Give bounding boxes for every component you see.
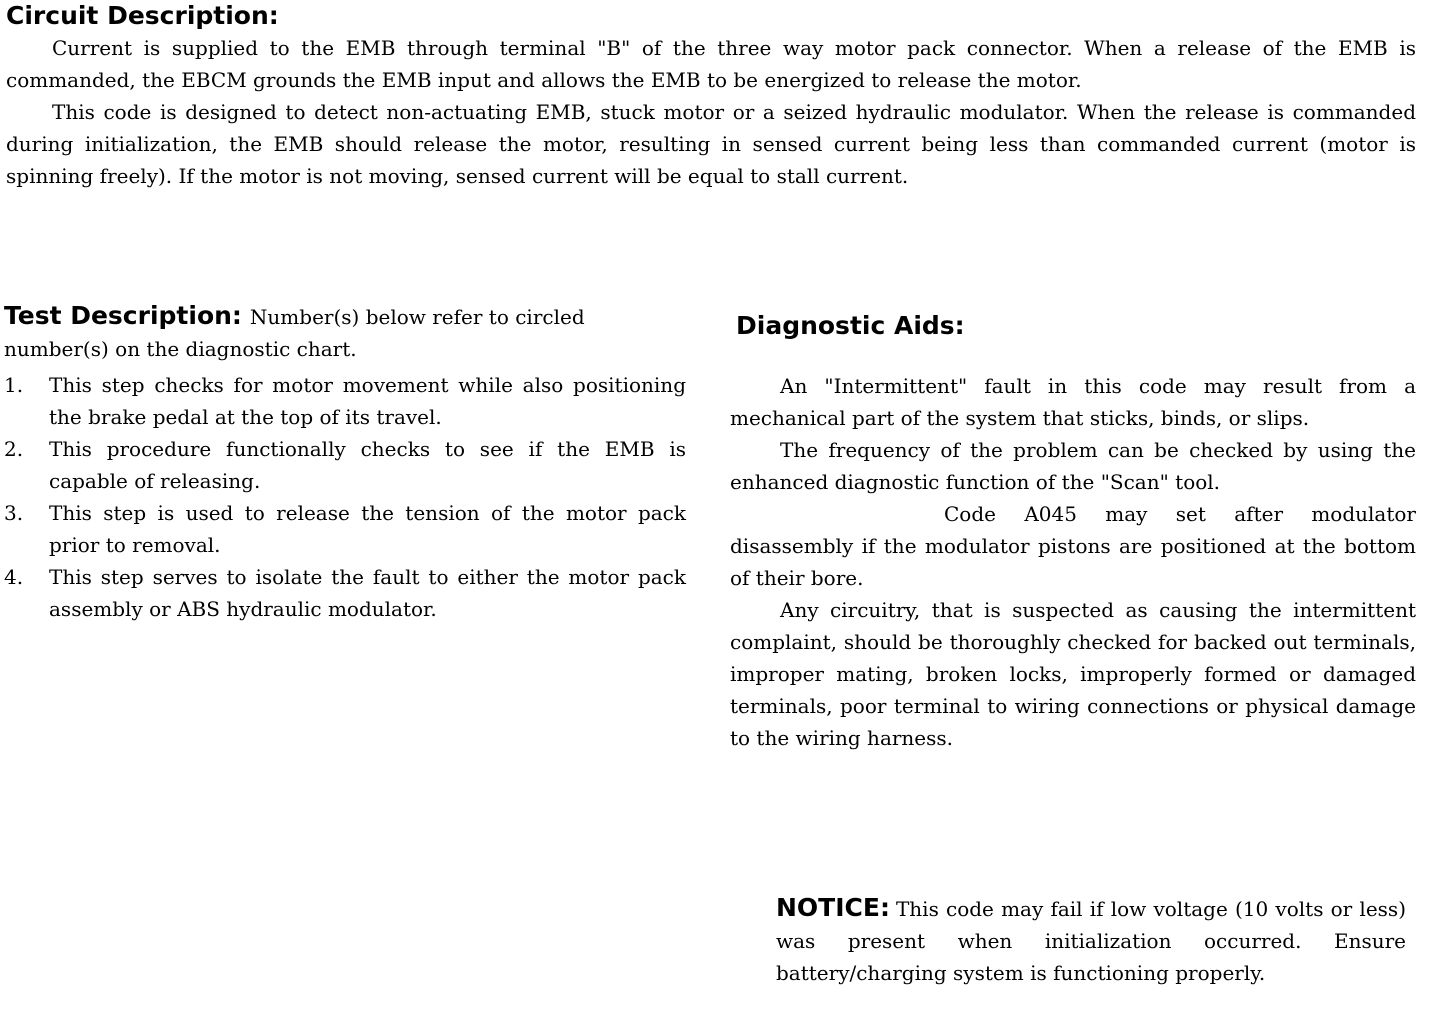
circuit-description-heading: Circuit Description: bbox=[6, 1, 279, 30]
circuit-paragraph-2: This code is designed to detect non-actuating EMB, stuck motor or a seized hydraulic modulator. When the release is commanded during initialization, the EMB should release the motor, resulting in sensed current being less than commanded current (motor is spinning freely). If the motor is not moving, sensed current will be equal to stall current. bbox=[6, 100, 1416, 188]
step-number: 1. bbox=[4, 373, 24, 397]
notice-label: NOTICE: bbox=[776, 893, 890, 922]
test-step-item bbox=[4, 561, 686, 625]
test-steps-list bbox=[4, 369, 686, 625]
step-number: 3. bbox=[4, 501, 24, 525]
test-intro-text: Number(s) below refer to circled number(s) on the diagnostic chart. bbox=[4, 305, 585, 361]
step-number: 4. bbox=[4, 565, 24, 589]
test-step-item bbox=[4, 369, 686, 433]
test-description-section bbox=[4, 300, 686, 625]
circuit-description-section bbox=[6, 0, 1416, 192]
aids-paragraph-2: The frequency of the problem can be checked by using the enhanced diagnostic function of the "Scan" tool. bbox=[730, 438, 1416, 494]
aids-paragraph-3: Code A045 may set after modulator disassembly if the modulator pistons are positioned at the bottom of their bore. bbox=[730, 502, 1416, 590]
test-description-intro bbox=[4, 300, 686, 365]
notice-text: This code may fail if low voltage (10 volts or less) was present when initialization occurred. Ensure battery/charging system is functioning properly. bbox=[776, 897, 1406, 985]
step-text: This step checks for motor movement while also positioning the brake pedal at the top of its travel. bbox=[49, 373, 686, 429]
aids-paragraph-1: An "Intermittent" fault in this code may result from a mechanical part of the system that sticks, binds, or slips. bbox=[730, 374, 1416, 430]
notice-block bbox=[776, 892, 1406, 989]
test-step-item bbox=[4, 497, 686, 561]
aids-paragraph-4: Any circuitry, that is suspected as causing the intermittent complaint, should be thoroughly checked for backed out terminals, improper mating, broken locks, improperly formed or damaged terminals, poor terminal to wiring connections or physical damage to the wiring harness. bbox=[730, 598, 1416, 750]
step-text: This step is used to release the tension of the motor pack prior to removal. bbox=[49, 501, 686, 557]
step-text: This procedure functionally checks to see if the EMB is capable of releasing. bbox=[49, 437, 686, 493]
diagnostic-aids-section bbox=[730, 310, 1416, 754]
step-number: 2. bbox=[4, 437, 24, 461]
circuit-paragraph-1: Current is supplied to the EMB through terminal "B" of the three way motor pack connector. When a release of the EMB is commanded, the EBCM grounds the EMB input and allows the EMB to be energized to release the motor. bbox=[6, 36, 1416, 92]
test-step-item bbox=[4, 433, 686, 497]
diagnostic-aids-heading: Diagnostic Aids: bbox=[736, 311, 965, 340]
test-description-heading: Test Description: bbox=[4, 301, 242, 330]
step-text: This step serves to isolate the fault to either the motor pack assembly or ABS hydraulic modulator. bbox=[49, 565, 686, 621]
